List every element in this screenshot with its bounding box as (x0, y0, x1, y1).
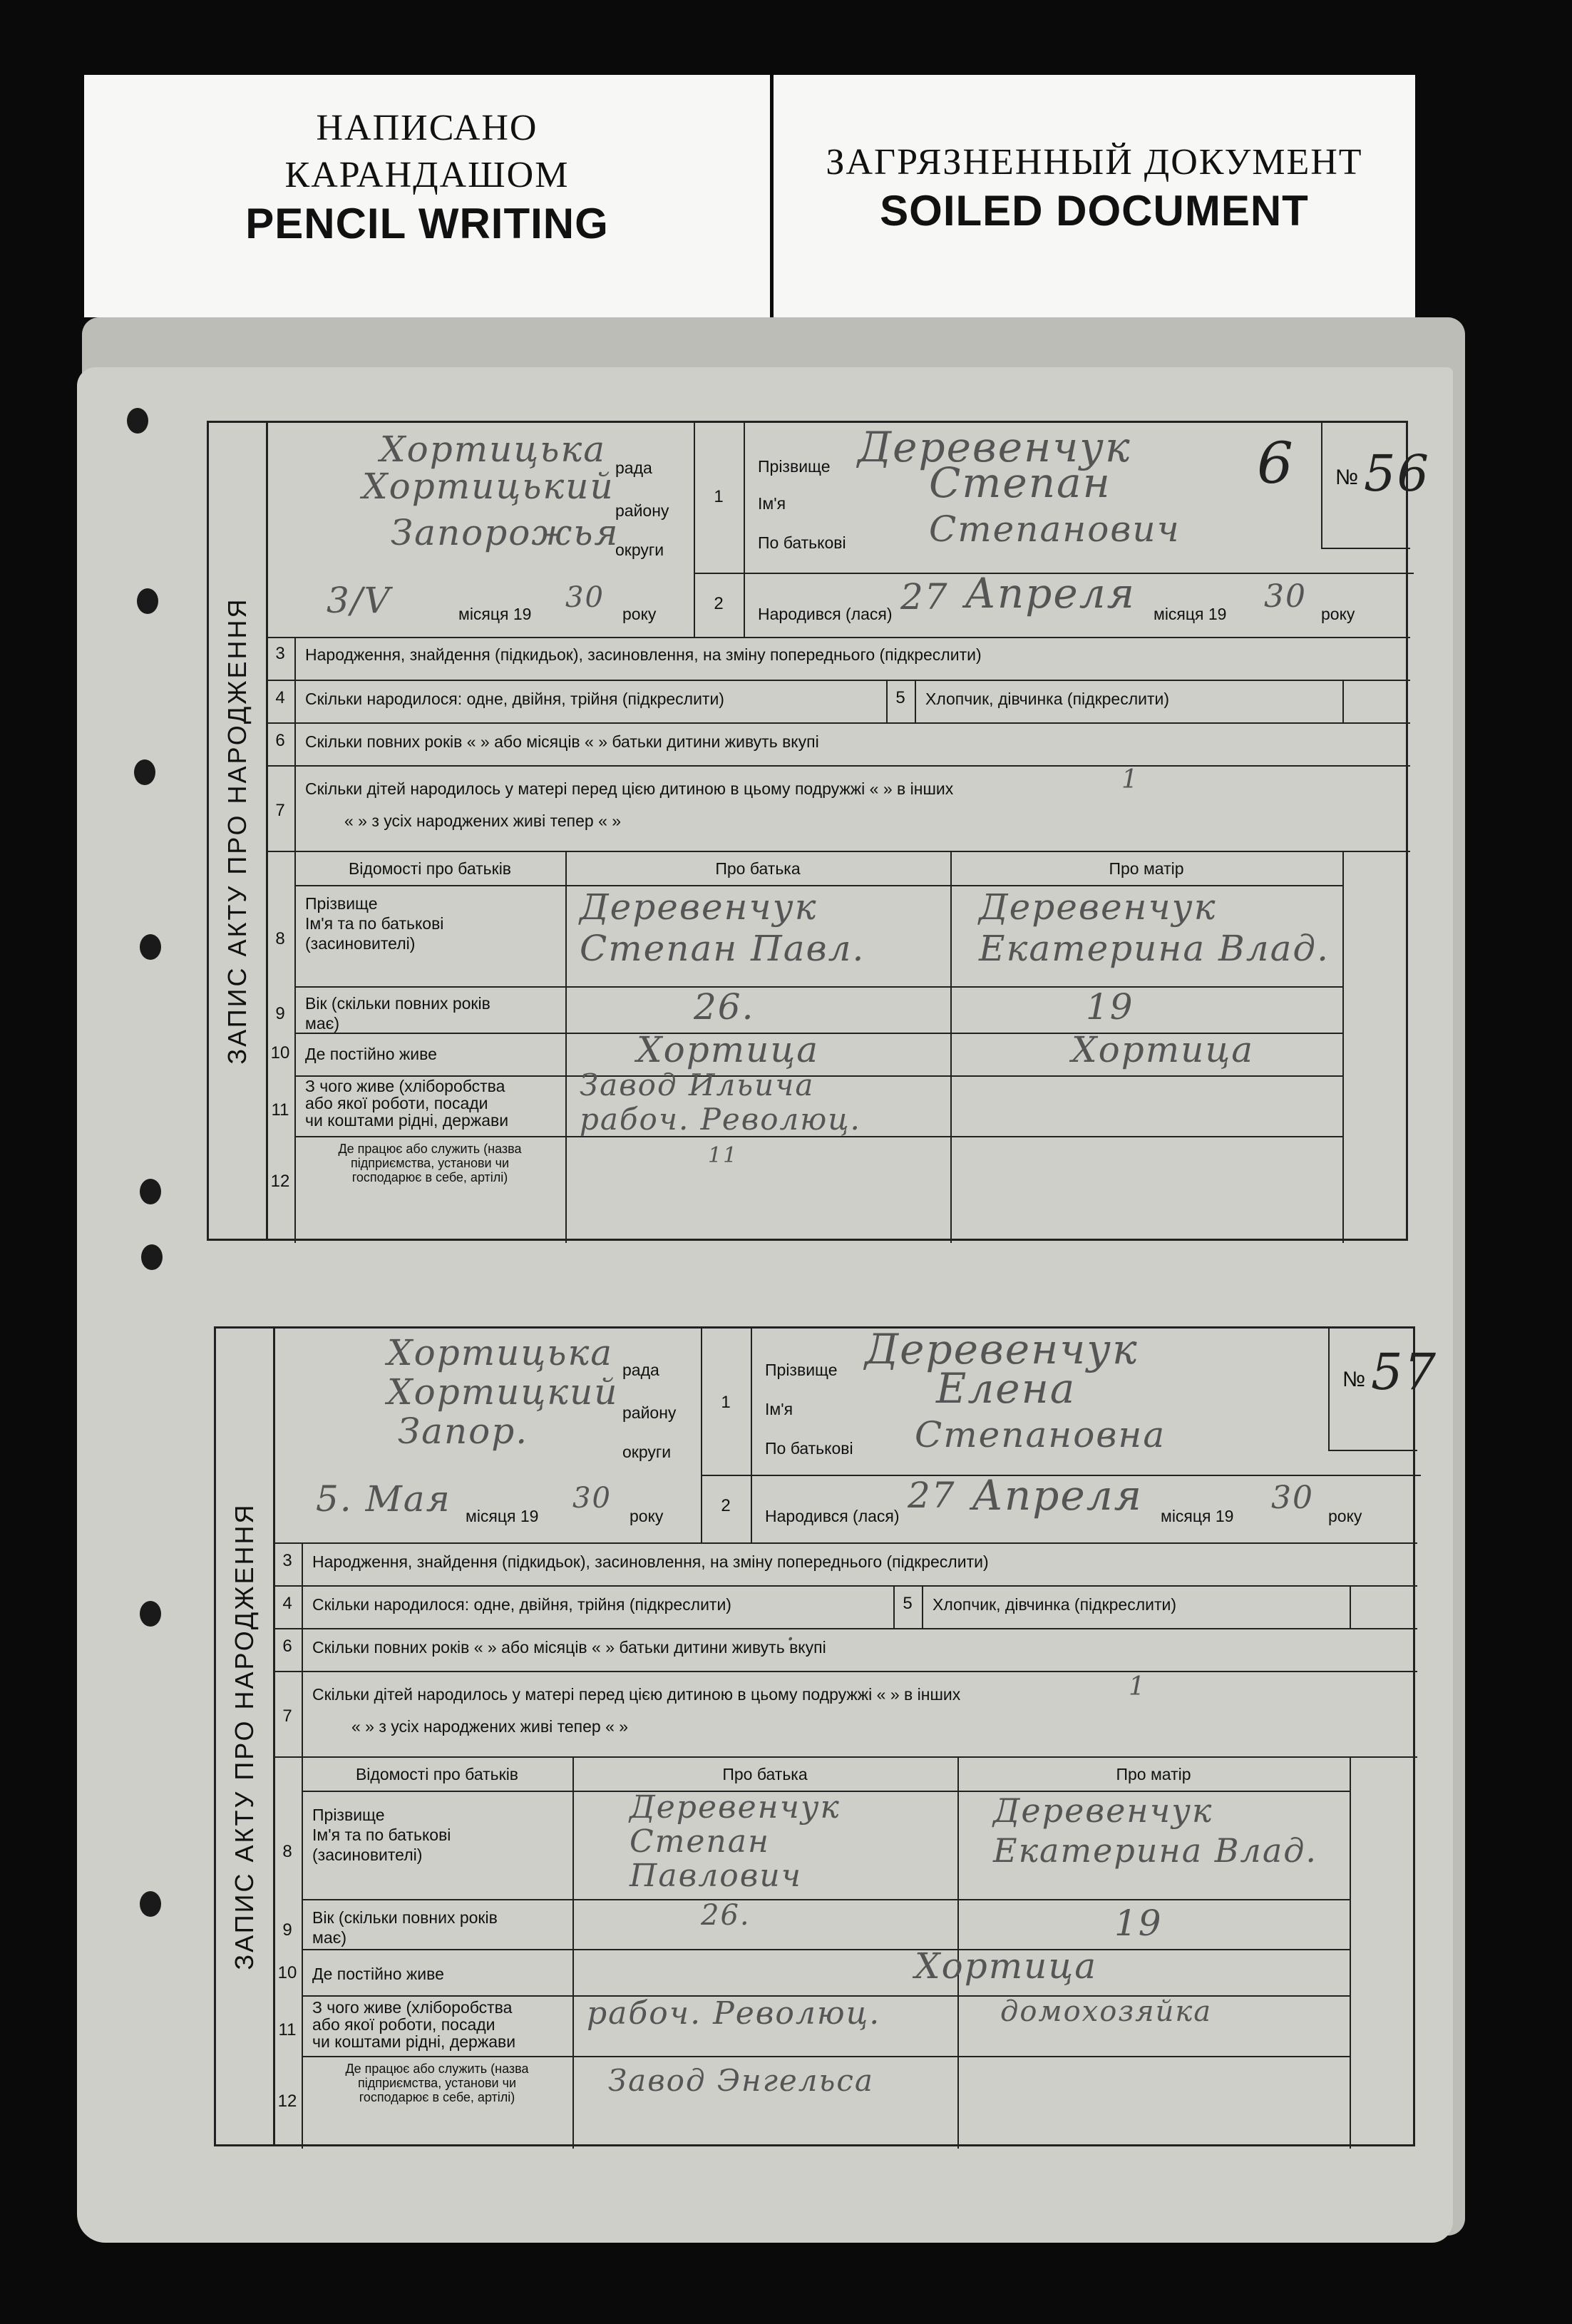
row6-text: Скільки повних років « » або місяців « » батьки дитини живуть вкупі (305, 732, 819, 751)
soiled-label-line1: ЗАГРЯЗНЕННЫЙ ДОКУМЕНТ (826, 142, 1363, 183)
row7-text-a: Скільки дітей народилось у матері перед цією дитиною в цьому подружжі « » в інших (312, 1685, 961, 1704)
raion-value: Хортицький (362, 466, 615, 507)
okrug-value: Запор. (398, 1411, 529, 1452)
father-name-value: Деревенчук Степан Павлович (630, 1789, 841, 1894)
registration-date-value: 5. Мая (316, 1478, 451, 1520)
parents-header: Відомості про батьків (355, 1765, 519, 1783)
pencil-label-line2: КАРАНДАШОМ (284, 155, 570, 195)
surname-label: Прізвище (765, 1361, 838, 1379)
rada-value: Хортицька (387, 1332, 614, 1373)
mother-name-value: Деревенчук Екатерина Влад. (979, 886, 1330, 969)
row7-text-b: « » з усіх народжених живі тепер « » (344, 812, 622, 830)
child-patronymic-value: Степанович (929, 508, 1181, 550)
row3-text: Народження, знайдення (підкидьок), засиновлення, на зміну попереднього (підкреслити) (305, 645, 982, 664)
row7-text-b: « » з усіх народжених живі тепер « » (351, 1717, 629, 1736)
mother-work-value: домохозяйка (1000, 1995, 1213, 2028)
binding-hole (140, 1891, 161, 1917)
registration-year-label: року (622, 605, 657, 623)
name-label: Ім'я (758, 494, 786, 513)
number-label: № (1335, 466, 1359, 489)
record-number-value: 56 (1364, 444, 1431, 503)
mother-header: Про матір (1116, 1765, 1191, 1783)
rada-value: Хортицька (380, 429, 607, 470)
row12-text: Де працює або служить (назва підприємства, установи чи господарює в себе, артілі) (338, 1142, 522, 1184)
born-label: Народився (лася) (758, 605, 893, 623)
birth-year-label: року (1321, 605, 1355, 623)
mother-residence-value: Хортица (1072, 1029, 1255, 1070)
row11-text: З чого живе (хліборобства або якої роботи, посади чи коштами рідні, держави (312, 1998, 516, 2051)
surname-label: Прізвище (758, 457, 831, 476)
patronymic-label: По батькові (758, 533, 846, 552)
row6-text: Скільки повних років « » або місяців « » батьки дитини живуть вкупі (312, 1638, 826, 1657)
residence-value: Хортица (915, 1945, 1098, 1987)
child-surname-value: Деревенчук (858, 423, 1131, 471)
mother-age-value: 19 (1114, 1903, 1163, 1944)
row9-text: Вік (скільки повних років має) (312, 1908, 498, 1947)
rada-label: рада (622, 1361, 659, 1379)
pencil-label-line1: НАПИСАНО (316, 108, 538, 148)
father-name-value: Деревенчук Степан Павл. (580, 886, 865, 969)
binding-hole (137, 588, 158, 614)
patronymic-label: По батькові (765, 1439, 853, 1458)
birth-month-label: місяця 19 (1161, 1507, 1234, 1525)
row7-value: 1 (1129, 1672, 1146, 1701)
binding-hole (140, 1179, 161, 1204)
row10-text: Де постійно живе (312, 1965, 444, 1983)
rada-label: рада (615, 459, 652, 477)
row7-value: 1 (1121, 765, 1139, 794)
birth-year-label: року (1328, 1507, 1362, 1525)
registration-month-label: місяця 19 (458, 605, 532, 623)
binding-hole (140, 1601, 161, 1627)
mother-age-value: 19 (1086, 986, 1134, 1028)
father-header: Про батька (715, 859, 801, 878)
father-age-value: 26. (701, 1899, 751, 1932)
child-surname-value: Деревенчук (865, 1325, 1139, 1373)
father-work-value: Завод Ильича рабоч. Революц. (580, 1068, 861, 1137)
mother-name-value: Деревенчук Екатерина Влад. (993, 1791, 1318, 1870)
form-side-title: ЗАПИС АКТУ ПРО НАРОДЖЕННЯ (209, 423, 268, 1239)
registration-month-label: місяця 19 (466, 1507, 539, 1525)
birth-day-value: 27 (908, 1475, 956, 1516)
row12-text: Де працює або служить (назва підприємства, установи чи господарює в себе, артілі) (345, 2062, 529, 2104)
name-label: Ім'я (765, 1400, 793, 1418)
row7-text-a: Скільки дітей народилось у матері перед цією дитиною в цьому подружжі « » в інших (305, 779, 954, 798)
father-employer-value: Завод Энгельса (608, 2063, 874, 2098)
row8-text: Прізвище Ім'я та по батькові (засиновителі) (305, 894, 444, 953)
binding-hole (141, 1244, 163, 1270)
father-work-value: рабоч. Революц. (587, 1995, 881, 2032)
pencil-label-line3: PENCIL WRITING (245, 200, 609, 247)
record-number-prefix: 6 (1257, 430, 1295, 496)
father-employer-value: 11 (708, 1143, 739, 1168)
row11-text: З чого живе (хліборобства або якої роботи, посади чи коштами рідні, держави (305, 1077, 509, 1130)
okrug-label: округи (615, 541, 664, 559)
row3-text: Народження, знайдення (підкидьок), засиновлення, на зміну попереднього (підкреслити) (312, 1552, 989, 1571)
row10-text: Де постійно живе (305, 1045, 437, 1063)
row6-value: . (786, 1617, 796, 1647)
raion-label: району (622, 1403, 677, 1422)
soiled-label-line2: SOILED DOCUMENT (880, 187, 1309, 235)
birth-month-value: Апреля (972, 1471, 1144, 1520)
child-patronymic-value: Степановна (915, 1414, 1166, 1455)
row5-text: Хлопчик, дівчинка (підкреслити) (925, 690, 1170, 708)
binding-hole (134, 759, 155, 785)
row8-text: Прізвище Ім'я та по батькові (засиновителі) (312, 1806, 451, 1864)
father-age-value: 26. (694, 986, 755, 1028)
raion-value: Хортицкий (387, 1371, 619, 1413)
soiled-document-label (774, 75, 1415, 317)
okrug-value: Запорожья (391, 512, 620, 553)
birth-year-value: 30 (1271, 1480, 1314, 1516)
record-number-value: 57 (1371, 1343, 1438, 1401)
father-header: Про батька (722, 1765, 808, 1783)
birth-month-label: місяця 19 (1154, 605, 1227, 623)
parents-header: Відомості про батьків (348, 859, 512, 878)
birth-year-value: 30 (1264, 578, 1307, 615)
okrug-label: округи (622, 1443, 672, 1461)
number-label: № (1342, 1368, 1366, 1391)
registration-year-label: року (630, 1507, 664, 1525)
birth-record-form-1: ЗАПИС АКТУ ПРО НАРОДЖЕННЯ 1 2 Хортицька рада Хортицький району Запорожья округи 3/V місяця 19 30 року Прізвище Деревенчук Ім'я Степан По батькові Степанович 6 № 56 Народився (лася) 27 Апреля місяця 19 30 року 3 Народження, знайдення (підкидьок), засиновлення, на зміну попереднього (підкреслити) 4 Скільки народилося: одне, двійня, трійня (підкреслити) 5 Хлопчик, дівчинка (підкреслити) 6 Скільки повних років « » або місяців « » батьки дитини живуть вкупі 7 Скільки дітей народилось у матері перед цією дитиною в цьому подружжі « » в інших « » з усіх народжених живі тепер « » 1 Відомості про батьків Про батька Про матір 8 Прізвище Ім'я та по батькові (засиновителі) Деревенчук Степан Павл. Деревенчук Екатерина Влад. 9 Вік (скільки повних років має) 26. 19 10 Де постійно живе Хортица Хортица 11 З чого живе (хліборобства або якої роботи, посади чи коштами рідні, держави Завод Ильича рабоч. Революц. 12 Де працює або служить (назва підприємства, установи чи господарює в себе, артілі) 11 (207, 421, 1408, 1241)
raion-label: району (615, 501, 669, 520)
birth-month-value: Апреля (965, 569, 1136, 618)
father-residence-value: Хортица (637, 1029, 820, 1070)
child-name-value: Степан (929, 459, 1111, 507)
row4-text: Скільки народилося: одне, двійня, трійня (підкреслити) (305, 690, 724, 708)
birth-record-form-2: ЗАПИС АКТУ ПРО НАРОДЖЕННЯ 1 2 Хортицька рада Хортицкий району Запор. округи 5. Мая місяця 19 30 року Прізвище Деревенчук Ім'я Елена По батькові Степановна № 57 Народився (лася) 27 Апреля місяця 19 30 року 3 Народження, знайдення (підкидьок), засиновлення, на зміну попереднього (підкреслити) 4 Скільки народилося: одне, двійня, трійня (підкреслити) 5 Хлопчик, дівчинка (підкреслити) 6 Скільки повних років « » або місяців « » батьки дитини живуть вкупі . 7 Скільки дітей народилось у матері перед цією дитиною в цьому подружжі « » в інших « » з усіх народжених живі тепер « » 1 Відомості про батьків Про батька Про матір 8 Прізвище Ім'я та по батькові (засиновителі) Деревенчук Степан Павлович Деревенчук Екатерина Влад. 9 Вік (скільки повних років має) 26. 19 10 Де постійно живе Хортица 11 З чого живе (хліборобства або якої роботи, посади чи коштами рідні, держави рабоч. Революц. домохозяйка 12 Де працює або служить (назва підприємства, установи чи господарює в себе, артілі) Завод Энгельса (214, 1326, 1415, 2146)
child-name-value: Елена (936, 1364, 1077, 1413)
row4-text: Скільки народилося: одне, двійня, трійня (підкреслити) (312, 1595, 731, 1614)
registration-date-value: 3/V (327, 580, 391, 621)
form-side-title: ЗАПИС АКТУ ПРО НАРОДЖЕННЯ (216, 1329, 275, 2144)
row9-text: Вік (скільки повних років має) (305, 994, 490, 1033)
binding-hole (127, 408, 148, 434)
pencil-writing-label (84, 75, 770, 317)
mother-header: Про матір (1109, 859, 1184, 878)
born-label: Народився (лася) (765, 1507, 900, 1525)
registration-year-value: 30 (572, 1482, 612, 1515)
registration-year-value: 30 (565, 581, 605, 614)
row5-text: Хлопчик, дівчинка (підкреслити) (933, 1595, 1177, 1614)
birth-day-value: 27 (900, 576, 949, 618)
binding-hole (140, 934, 161, 960)
